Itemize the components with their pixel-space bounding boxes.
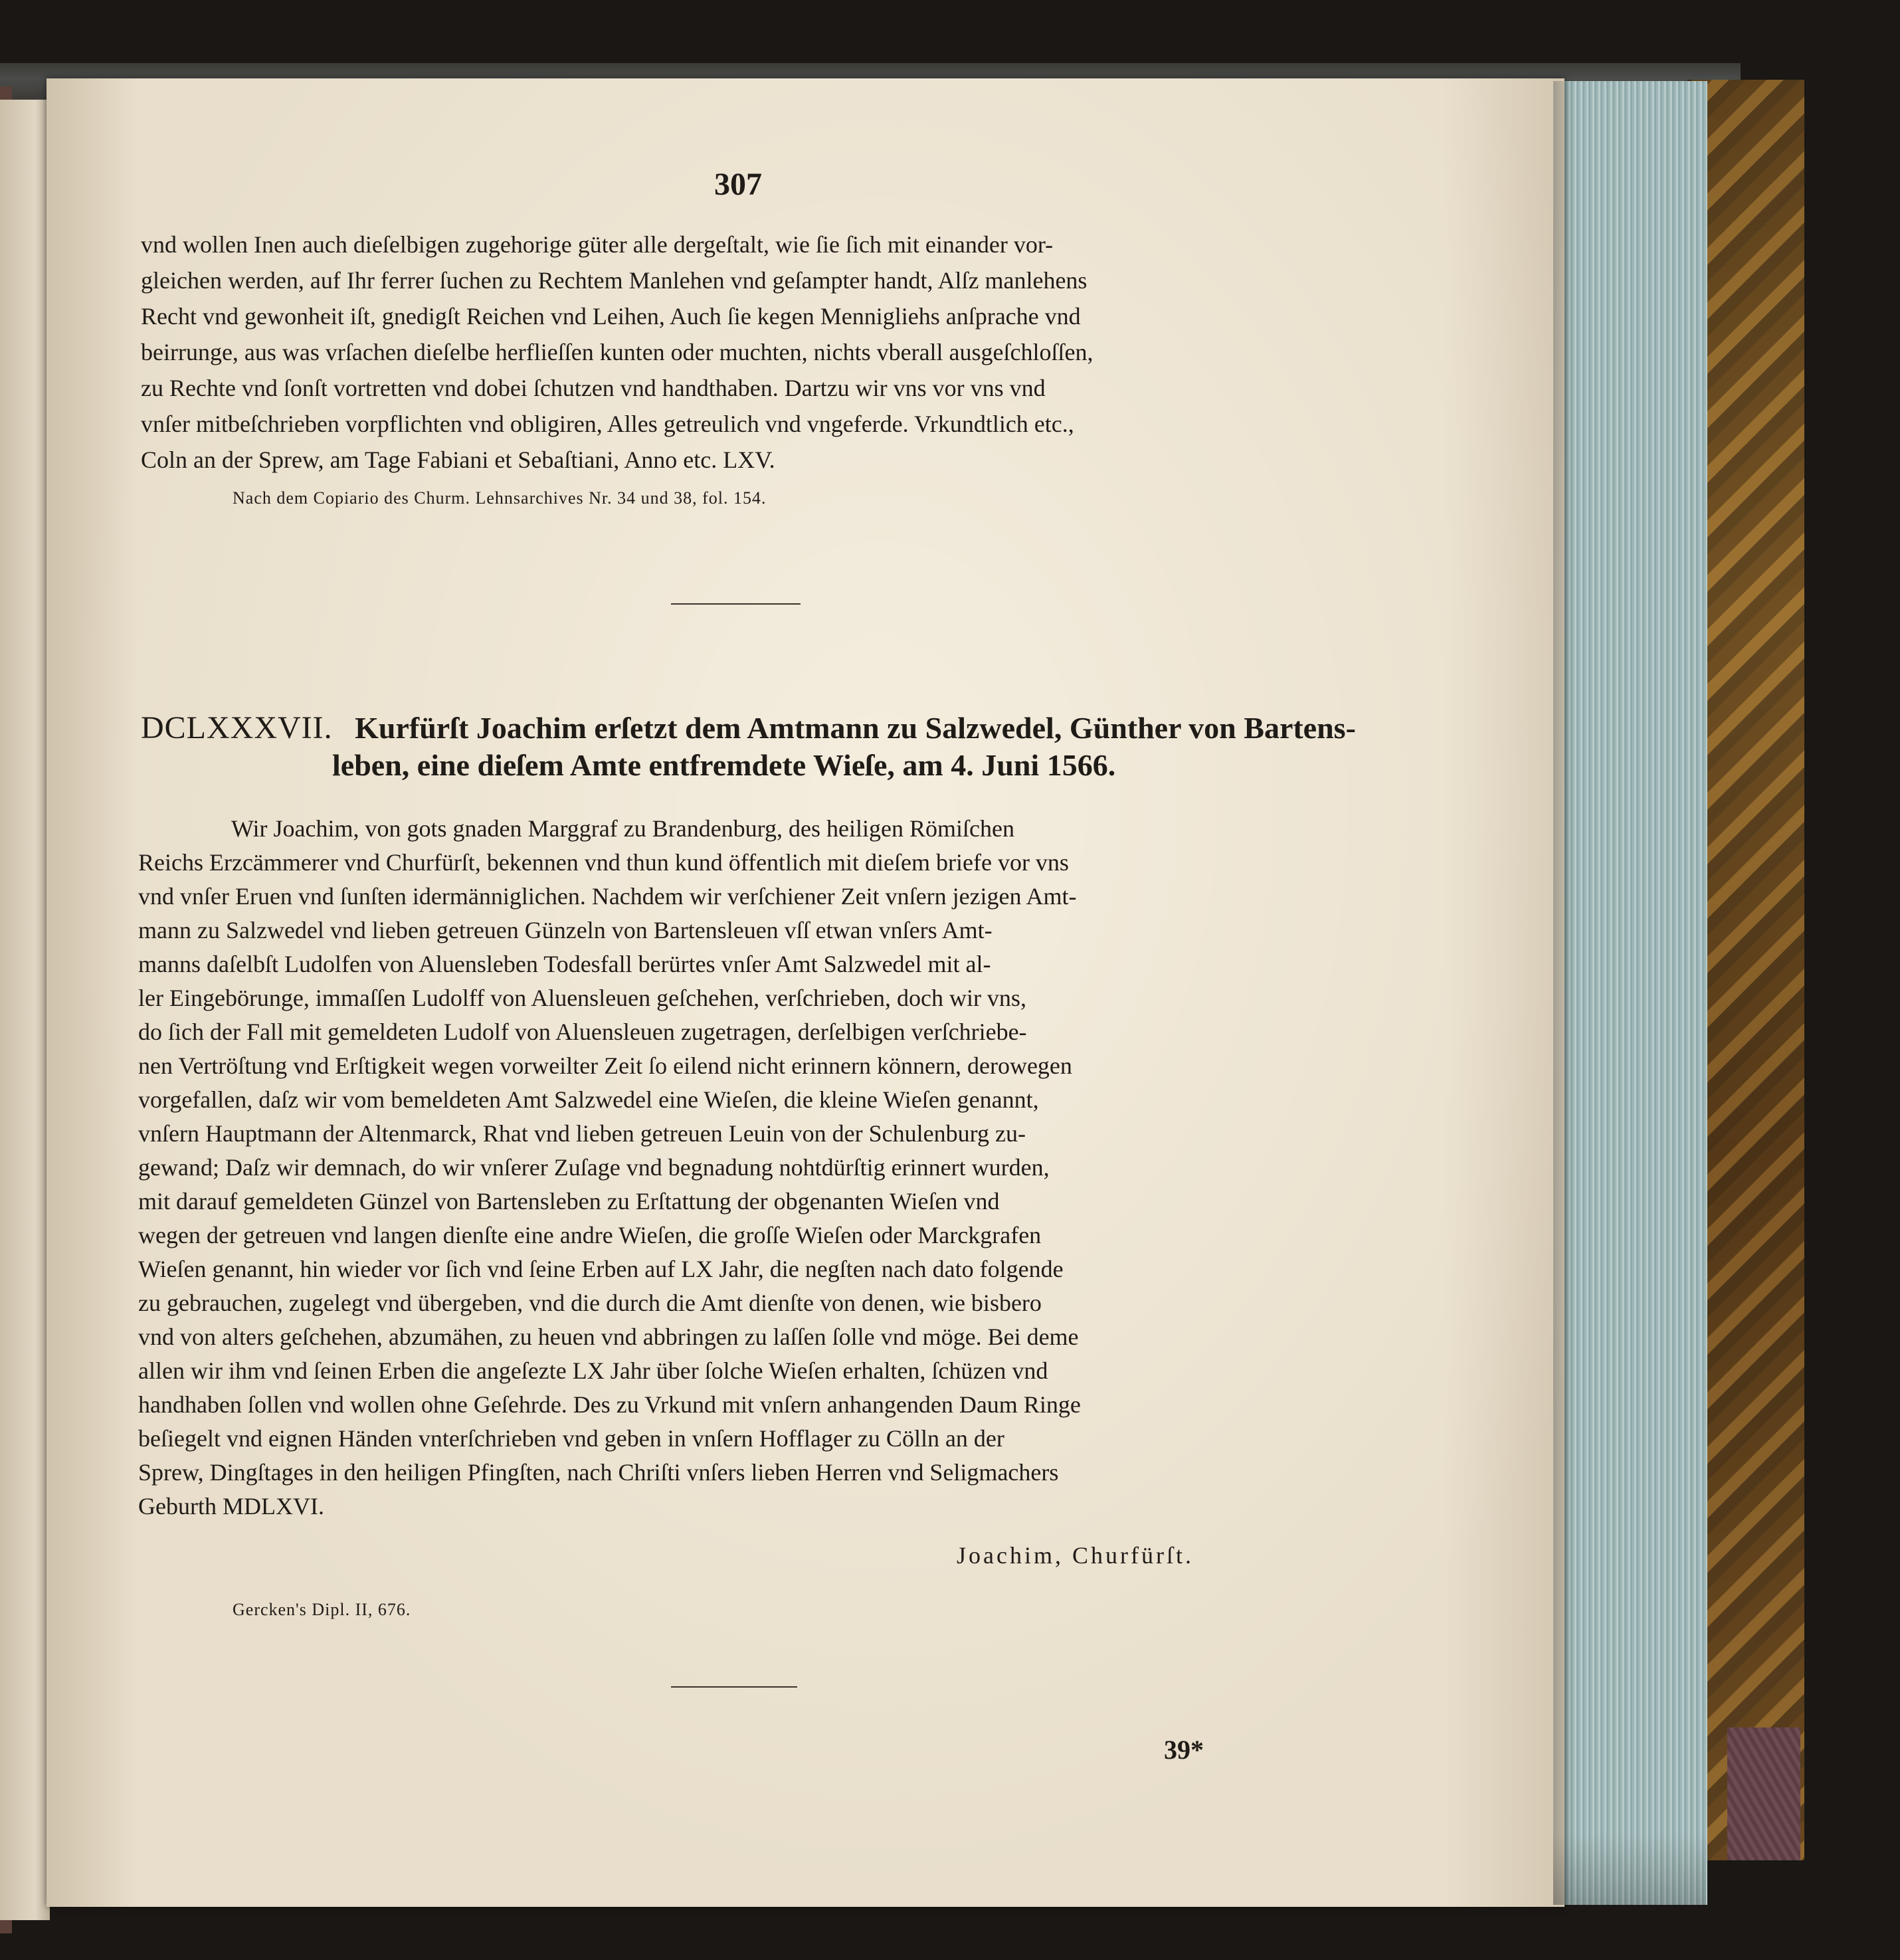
left-facing-page [0, 100, 50, 1920]
page-number: 307 [714, 167, 762, 202]
edge-shadow [1553, 81, 1573, 1905]
source-note: Nach dem Copiario des Churm. Lehnsarchives Nr. 34 und 38, fol. 154. [233, 488, 767, 508]
text-line: zu Rechte vnd ſonſt vortretten vnd dobei ſchutzen vnd handthaben. Dartzu wir vns vor vns vnd [141, 375, 1046, 401]
text-line: vnd von alters geſchehen, abzumähen, zu heuen vnd abbringen zu laſſen ſolle vnd möge. Bei deme [138, 1323, 1079, 1350]
text-line: handhaben ſollen vnd wollen ohne Geſehrde. Des zu Vrkund mit vnſern anhangenden Daum Ringe [138, 1391, 1081, 1418]
text-line: vnd vnſer Eruen vnd ſunſten idermänniglichen. Nachdem wir verſchiener Zeit vnſern jezigen Amt- [138, 883, 1077, 910]
page-fore-edge [1553, 81, 1707, 1905]
text-line: do ſich der Fall mit gemeldeten Ludolf von Aluensleuen zugetragen, derſelbigen verſchriebe- [138, 1019, 1027, 1045]
text-line: Reichs Erzcämmerer vnd Churfürſt, bekennen vnd thun kund öffentlich mit dieſem briefe vor vns [138, 849, 1069, 876]
edge-bottom-shade [1553, 1834, 1706, 1905]
text-line: Geburth MDLXVI. [138, 1493, 324, 1519]
document-heading-line-2: leben, eine dieſem Amte entfremdete Wieſe, am 4. Juni 1566. [332, 748, 1116, 782]
text-line: gleichen werden, auf Ihr ferrer ſuchen zu Rechtem Manlehen vnd geſampter handt, Alſz manlehens [141, 267, 1088, 294]
text-line: gewand; Daſz wir demnach, do wir vnſerer Zuſage vnd begnadung nohtdürſtig erinnert wurden, [138, 1154, 1050, 1181]
text-line: Wir Joachim, von gots gnaden Marggraf zu Brandenburg, des heiligen Römiſchen [231, 815, 1014, 842]
text-line: Wieſen genannt, hin wieder vor ſich vnd ſeine Erben auf LX Jahr, die negſten nach dato folgende [138, 1256, 1064, 1282]
text-line: vorgefallen, daſz wir vom bemeldeten Amt Salzwedel eine Wieſen, die kleine Wieſen genannt, [138, 1086, 1039, 1113]
signature: Joachim, Churfürſt. [957, 1542, 1194, 1569]
text-line: beſiegelt vnd eignen Händen vnterſchrieben vnd geben in vnſern Hofflager zu Cölln an der [138, 1425, 1004, 1452]
document-heading-line-1 [141, 710, 1356, 746]
text-line: mit darauf gemeldeten Günzel von Bartensleben zu Erſtattung der obgenanten Wieſen vnd [138, 1188, 1000, 1215]
text-line: zu gebrauchen, zugelegt vnd übergeben, vnd die durch die Amt dienſte von denen, wie bisbero [138, 1290, 1042, 1316]
text-line: ler Eingebörunge, immaſſen Ludolff von Aluensleuen geſchehen, verſchrieben, doch wir vns, [138, 985, 1026, 1011]
text-line: vnſer mitbeſchrieben vorpflichten vnd obligiren, Alles getreulich vnd vngeferde. Vrkundtlich etc., [141, 411, 1074, 437]
signature-mark: 39* [1164, 1735, 1204, 1765]
cloth-corner [1727, 1727, 1800, 1860]
section-divider [671, 603, 801, 605]
document-number: DCLXXXVII. [141, 710, 333, 745]
source-note: Gercken's Dipl. II, 676. [233, 1600, 411, 1619]
document-title: Kurfürſt Joachim erſetzt dem Amtmann zu Salzwedel, Günther von Bartens- [355, 711, 1356, 745]
text-line: vnd wollen Inen auch dieſelbigen zugehorige güter alle dergeſtalt, wie ſie ſich mit einander vor- [141, 231, 1054, 258]
text-line: mann zu Salzwedel vnd lieben getreuen Günzeln von Bartensleuen vſſ etwan vnſers Amt- [138, 917, 993, 943]
text-line: Coln an der Sprew, am Tage Fabiani et Sebaſtiani, Anno etc. LXV. [141, 446, 775, 473]
section-divider [671, 1686, 797, 1688]
text-line: vnſern Hauptmann der Altenmarck, Rhat vnd lieben getreuen Leuin von der Schulenburg zu- [138, 1120, 1026, 1147]
text-line: wegen der getreuen vnd langen dienſte eine andre Wieſen, die groſſe Wieſen oder Marckgrafen [138, 1222, 1042, 1248]
text-line: manns daſelbſt Ludolfen von Aluensleben Todesfall berürtes vnſer Amt Salzwedel mit al- [138, 951, 991, 977]
text-line: beirrunge, aus was vrſachen dieſelbe herflieſſen kunten oder muchten, nichts vberall ausgeſchloſſen, [141, 339, 1093, 365]
text-line: Recht vnd gewonheit iſt, gnedigſt Reichen vnd Leihen, Auch ſie kegen Mennigliehs anſprache vnd [141, 303, 1081, 330]
text-line: nen Vertröſtung vnd Erſtigkeit wegen vorweilter Zeit ſo eilend nicht erinnern könnern, derowegen [138, 1052, 1072, 1079]
text-line: allen wir ihm vnd ſeinen Erben die angeſezte LX Jahr über ſolche Wieſen erhalten, ſchüzen vnd [138, 1357, 1048, 1384]
text-line: Sprew, Dingſtages in den heiligen Pfingſten, nach Chriſti vnſers lieben Herren vnd Seligmachers [138, 1459, 1059, 1486]
